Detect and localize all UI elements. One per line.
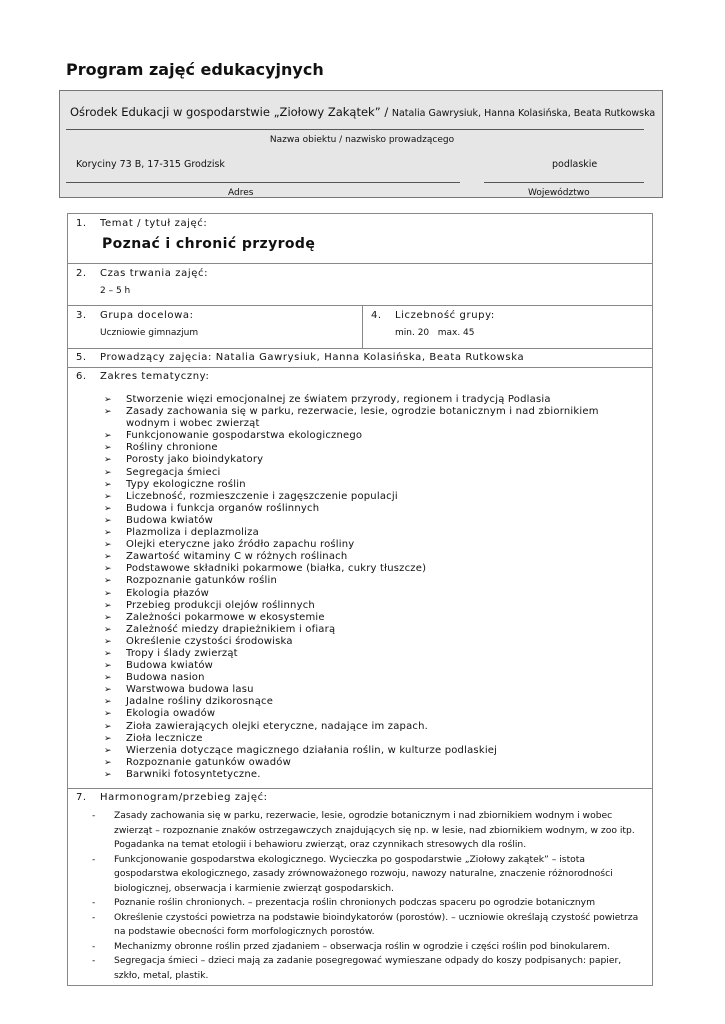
organization-line bbox=[70, 105, 655, 119]
list-item-text: Olejki eteryczne jako źródło zapachu rośliny bbox=[126, 539, 355, 551]
row-topics bbox=[68, 367, 652, 788]
list-item bbox=[92, 853, 642, 897]
arrow-bullet-icon: ➢ bbox=[104, 745, 112, 756]
dash-bullet-icon: - bbox=[92, 955, 96, 966]
list-item bbox=[92, 940, 642, 955]
list-item bbox=[104, 454, 644, 466]
list-item-text: Zależność miedzy drapieżnikiem i ofiarą bbox=[126, 623, 336, 635]
list-item-text: Tropy i ślady zwierząt bbox=[126, 647, 238, 659]
list-item bbox=[104, 684, 644, 696]
row-number: 5. bbox=[76, 352, 87, 363]
arrow-bullet-icon: ➢ bbox=[104, 588, 112, 599]
group-size-label: Liczebność grupy: bbox=[395, 310, 495, 321]
list-item-text: Warstwowa budowa lasu bbox=[126, 684, 254, 696]
list-item-text: Typy ekologiczne roślin bbox=[126, 478, 246, 490]
address-label: Adres bbox=[228, 188, 254, 198]
list-item-text: Podstawowe składniki pokarmowe (białka, cukry tłuszcze) bbox=[126, 563, 427, 575]
duration-label: Czas trwania zajęć: bbox=[100, 268, 209, 279]
list-item bbox=[104, 527, 644, 539]
scope-label: Zakres tematyczny: bbox=[100, 371, 210, 382]
list-item-text: Budowa i funkcja organów roślinnych bbox=[126, 502, 320, 514]
row-schedule bbox=[68, 788, 652, 985]
list-item bbox=[104, 600, 644, 612]
arrow-bullet-icon: ➢ bbox=[104, 443, 112, 454]
list-item-text: Zależności pokarmowe w ekosystemie bbox=[126, 611, 325, 623]
name-underline bbox=[66, 129, 644, 130]
arrow-bullet-icon: ➢ bbox=[104, 757, 112, 768]
list-item bbox=[104, 733, 644, 745]
arrow-bullet-icon: ➢ bbox=[104, 636, 112, 647]
voivodeship-value: podlaskie bbox=[552, 159, 598, 170]
dash-bullet-icon: - bbox=[92, 911, 96, 923]
column-divider bbox=[362, 306, 363, 348]
row-number: 3. bbox=[76, 310, 87, 321]
row-number: 6. bbox=[76, 371, 87, 382]
list-item-text: Budowa kwiatów bbox=[126, 660, 214, 672]
arrow-bullet-icon: ➢ bbox=[104, 564, 112, 575]
list-item bbox=[104, 672, 644, 684]
list-item-text: Jadalne rośliny dzikorosnące bbox=[126, 696, 274, 708]
list-item bbox=[104, 515, 644, 527]
list-item bbox=[104, 394, 644, 406]
list-item bbox=[104, 467, 644, 479]
row-number: 2. bbox=[76, 268, 87, 279]
dash-bullet-icon: - bbox=[92, 940, 96, 952]
list-item bbox=[104, 745, 644, 757]
list-item bbox=[104, 721, 644, 733]
program-table bbox=[67, 213, 653, 986]
organization-name: Ośrodek Edukacji w gospodarstwie „Ziołowy Zakątek” / bbox=[70, 105, 389, 119]
list-item-text: Rośliny chronione bbox=[126, 442, 218, 454]
topic-label: Temat / tytuł zajęć: bbox=[100, 218, 208, 229]
list-item-text: Plazmoliza i deplazmoliza bbox=[126, 527, 259, 539]
arrow-bullet-icon: ➢ bbox=[104, 455, 112, 466]
row-number: 4. bbox=[371, 310, 382, 321]
list-item bbox=[104, 757, 644, 769]
list-item bbox=[104, 636, 644, 648]
arrow-bullet-icon: ➢ bbox=[104, 733, 112, 744]
list-item bbox=[92, 896, 642, 911]
row-group bbox=[68, 305, 652, 348]
list-item bbox=[104, 539, 644, 551]
arrow-bullet-icon: ➢ bbox=[104, 661, 112, 672]
list-item-text: Segregacja śmieci – dzieci mają za zadanie posegregować wymieszane odpady do koszy podpisanych: papier, szkło, metal, plastik. bbox=[114, 955, 622, 981]
arrow-bullet-icon: ➢ bbox=[104, 431, 112, 442]
list-item bbox=[104, 563, 644, 575]
list-item-text: Zioła lecznicze bbox=[126, 732, 203, 744]
list-item-text: Funkcjonowanie gospodarstwa ekologicznego bbox=[126, 430, 363, 442]
list-item bbox=[104, 406, 644, 430]
arrow-bullet-icon: ➢ bbox=[104, 503, 112, 514]
leaders-names: Natalia Gawrysiuk, Hanna Kolasińska, Beata Rutkowska bbox=[391, 108, 656, 119]
row-topic bbox=[68, 214, 652, 263]
arrow-bullet-icon: ➢ bbox=[104, 395, 112, 405]
list-item bbox=[104, 624, 644, 636]
arrow-bullet-icon: ➢ bbox=[104, 515, 112, 526]
duration-value: 2 – 5 h bbox=[100, 286, 131, 296]
list-item-text: Liczebność, rozmieszczenie i zagęszczenie populacji bbox=[126, 490, 398, 502]
target-group-value: Uczniowie gimnazjum bbox=[100, 328, 199, 338]
voivodeship-label: Województwo bbox=[528, 188, 590, 198]
list-item bbox=[104, 660, 644, 672]
row-number: 1. bbox=[76, 218, 87, 229]
list-item bbox=[92, 809, 642, 853]
arrow-bullet-icon: ➢ bbox=[104, 491, 112, 502]
list-item-text: Rozpoznanie gatunków owadów bbox=[126, 756, 291, 768]
arrow-bullet-icon: ➢ bbox=[104, 479, 112, 490]
arrow-bullet-icon: ➢ bbox=[104, 467, 112, 478]
arrow-bullet-icon: ➢ bbox=[104, 685, 112, 696]
arrow-bullet-icon: ➢ bbox=[104, 721, 112, 732]
list-item-text: Określenie czystości środowiska bbox=[126, 635, 293, 647]
list-item bbox=[104, 491, 644, 503]
list-item bbox=[104, 479, 644, 491]
list-item bbox=[104, 575, 644, 587]
arrow-bullet-icon: ➢ bbox=[104, 540, 112, 551]
arrow-bullet-icon: ➢ bbox=[104, 576, 112, 587]
dash-bullet-icon: - bbox=[92, 853, 96, 865]
list-item-text: Budowa nasion bbox=[126, 672, 205, 684]
row-leaders bbox=[68, 348, 652, 367]
voivodeship-underline bbox=[484, 182, 644, 183]
arrow-bullet-icon: ➢ bbox=[104, 624, 112, 635]
arrow-bullet-icon: ➢ bbox=[104, 769, 112, 780]
list-item bbox=[104, 588, 644, 600]
arrow-bullet-icon: ➢ bbox=[104, 528, 112, 539]
list-item bbox=[92, 954, 642, 983]
arrow-bullet-icon: ➢ bbox=[104, 648, 112, 659]
list-item bbox=[104, 708, 644, 720]
group-size-value: min. 20 max. 45 bbox=[395, 328, 475, 338]
list-item bbox=[104, 648, 644, 660]
list-item bbox=[104, 696, 644, 708]
list-item-text: Wierzenia dotyczące magicznego działania roślin, w kulturze podlaskiej bbox=[126, 744, 498, 756]
arrow-bullet-icon: ➢ bbox=[104, 612, 112, 623]
list-item bbox=[92, 911, 642, 940]
dash-bullet-icon: - bbox=[92, 897, 96, 908]
schedule-label: Harmonogram/przebieg zajęć: bbox=[100, 792, 268, 803]
list-item-text: Określenie czystości powietrza na podstawie bioindykatorów (porostów). – uczniowie określają czystość powietrza na podstawie obecności form morfologicznych porostów. bbox=[114, 911, 639, 937]
row-number: 7. bbox=[76, 792, 87, 803]
dash-bullet-icon: - bbox=[92, 810, 96, 821]
schedule-list bbox=[92, 809, 642, 983]
leaders-label: Prowadzący zajęcia: Natalia Gawrysiuk, Hanna Kolasińska, Beata Rutkowska bbox=[100, 352, 525, 363]
arrow-bullet-icon: ➢ bbox=[104, 673, 112, 684]
list-item-text: Ekologia płazów bbox=[126, 587, 210, 599]
list-item-text: Przebieg produkcji olejów roślinnych bbox=[126, 599, 315, 611]
list-item-text: Zasady zachowania się w parku, rezerwacie, lesie, ogrodzie botanicznym i nad zbiornikiem wodnym i wobec zwierząt bbox=[126, 406, 599, 430]
name-label: Nazwa obiektu / nazwisko prowadzącego bbox=[269, 135, 455, 145]
arrow-bullet-icon: ➢ bbox=[104, 407, 112, 418]
topic-title: Poznać i chronić przyrodę bbox=[102, 236, 316, 252]
list-item-text: Stworzenie więzi emocjonalnej ze światem przyrody, regionem i tradycją Podlasia bbox=[126, 394, 551, 405]
arrow-bullet-icon: ➢ bbox=[104, 600, 112, 611]
list-item bbox=[104, 612, 644, 624]
address-underline bbox=[66, 182, 460, 183]
arrow-bullet-icon: ➢ bbox=[104, 697, 112, 708]
list-item bbox=[104, 769, 644, 781]
list-item-text: Zioła zawierających olejki eteryczne, nadające im zapach. bbox=[126, 720, 429, 732]
list-item-text: Poznanie roślin chronionych. – prezentacja roślin chronionych podczas spaceru po ogrodzie botanicznym bbox=[114, 897, 596, 908]
list-item-text: Segregacja śmieci bbox=[126, 466, 221, 478]
target-group-label: Grupa docelowa: bbox=[100, 310, 194, 321]
list-item-text: Zawartość witaminy C w różnych roślinach bbox=[126, 551, 348, 563]
list-item-text: Mechanizmy obronne roślin przed zjadaniem – obserwacja roślin w ogrodzie i części roślin pod binokularem. bbox=[114, 940, 610, 952]
list-item bbox=[104, 503, 644, 515]
list-item bbox=[104, 430, 644, 442]
arrow-bullet-icon: ➢ bbox=[104, 552, 112, 563]
arrow-bullet-icon: ➢ bbox=[104, 709, 112, 720]
list-item-text: Zasady zachowania się w parku, rezerwacie, lesie, ogrodzie botanicznym i nad zbiornikiem wodnym i wobec zwierząt – rozpoznanie znaków ostrzegawczych znajdujących się np. w lesie, nad zbiornikiem wodnym, w zoo itp. Pogadanka na temat etologii i behawioru zwierząt, oraz czynnikach stresowych dla roślin. bbox=[114, 810, 635, 850]
topic-list bbox=[104, 394, 644, 781]
list-item-text: Porosty jako bioindykatory bbox=[126, 454, 264, 466]
list-item-text: Funkcjonowanie gospodarstwa ekologicznego. Wycieczka po gospodarstwie „Ziołowy zakątek” – istota gospodarstwa ekologicznego, zasady zrównoważonego rozwoju, nawozy naturalne, znaczenie różnorodności biologicznej, obserwacja i karmienie zwierząt gospodarskich. bbox=[114, 853, 613, 894]
address-value: Koryciny 73 B, 17-315 Grodzisk bbox=[76, 159, 225, 170]
list-item bbox=[104, 551, 644, 563]
institution-header bbox=[59, 90, 663, 198]
row-duration bbox=[68, 263, 652, 305]
list-item-text: Ekologia owadów bbox=[126, 708, 216, 720]
list-item-text: Barwniki fotosyntetyczne. bbox=[126, 768, 261, 780]
list-item-text: Rozpoznanie gatunków roślin bbox=[126, 575, 277, 587]
list-item bbox=[104, 442, 644, 454]
list-item-text: Budowa kwiatów bbox=[126, 514, 214, 526]
document-title: Program zajęć edukacyjnych bbox=[66, 60, 324, 79]
